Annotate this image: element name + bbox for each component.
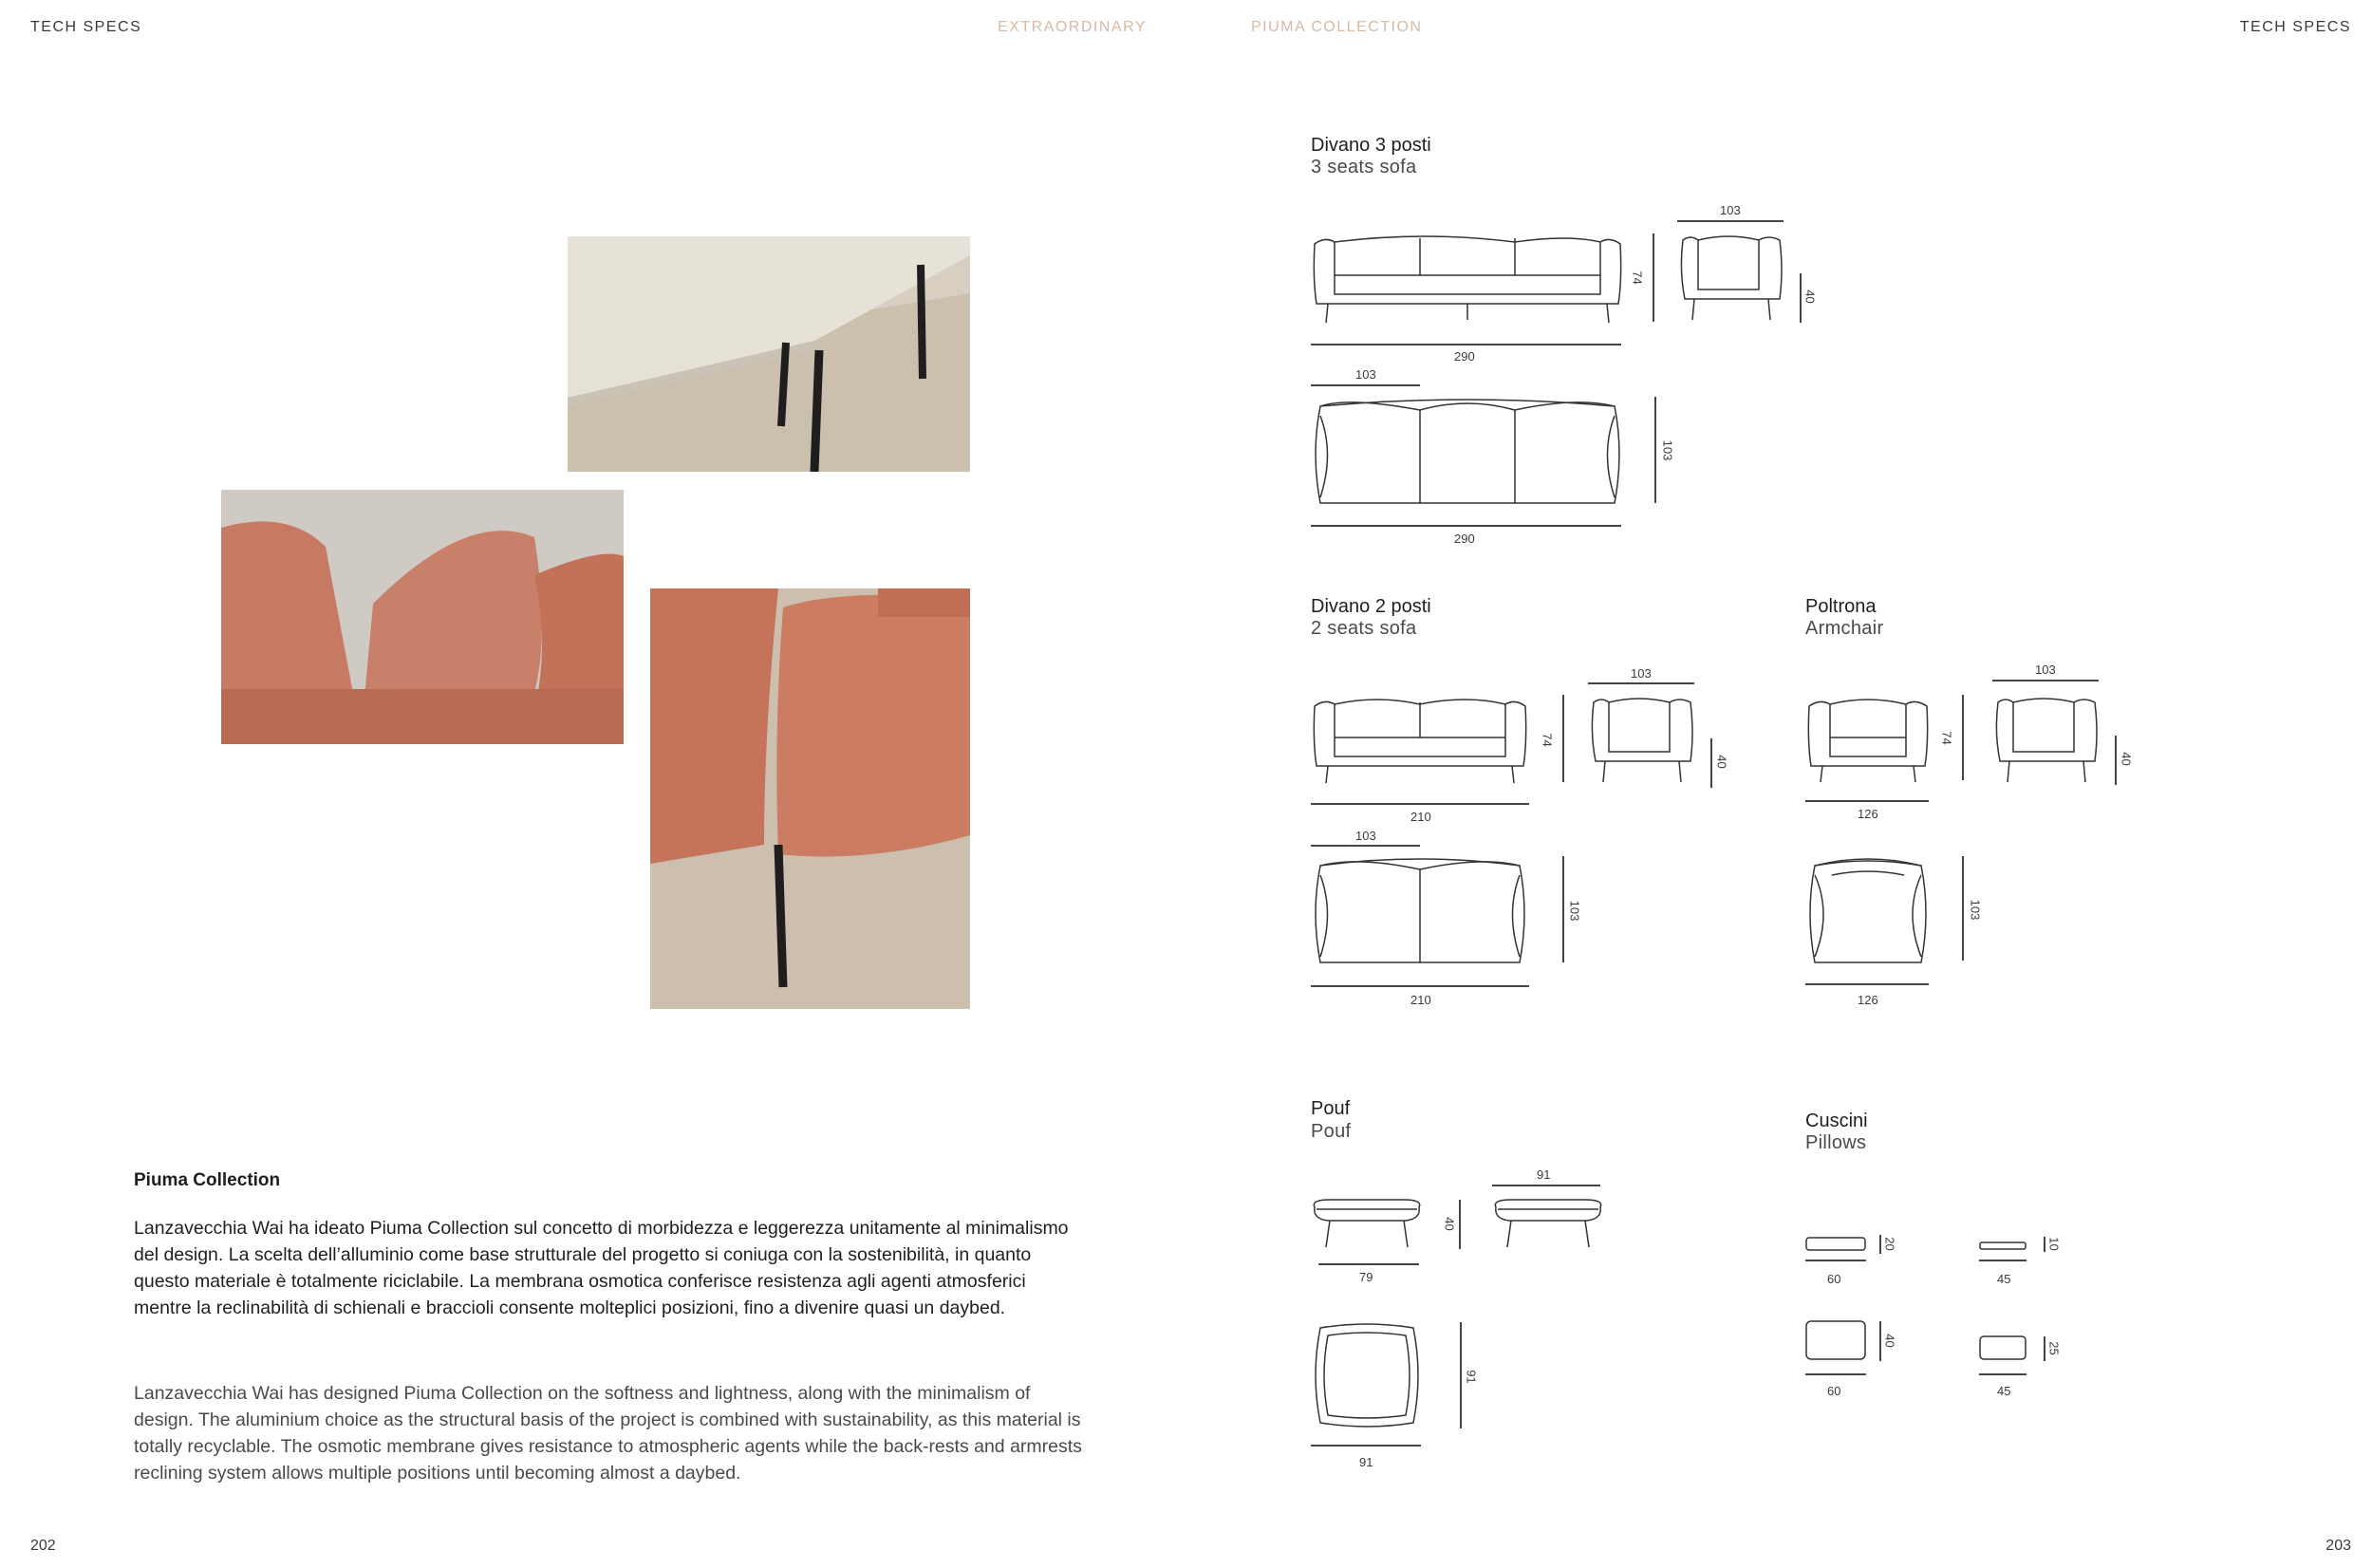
sofa3-front-width: 290 <box>1454 349 1475 364</box>
sofa2-title-en: 2 seats sofa <box>1311 618 1417 639</box>
pillow1-width: 60 <box>1827 1272 1841 1286</box>
sofa3-side-drawing <box>1677 233 1787 327</box>
sofa3-top-module: 103 <box>1355 367 1376 382</box>
sofa3-title-en: 3 seats sofa <box>1311 157 1417 177</box>
sofa2-front-width: 210 <box>1410 810 1431 824</box>
pillow3-height: 40 <box>1882 1334 1897 1348</box>
sofa3-top-depth: 103 <box>1660 439 1675 461</box>
pouf-front-width: 79 <box>1359 1270 1373 1284</box>
collection-title: Piuma Collection <box>134 1170 281 1190</box>
pouf-front-drawing <box>1311 1198 1423 1255</box>
sofa2-front-drawing <box>1311 695 1529 790</box>
table-photo <box>568 236 970 472</box>
pillow2-width: 45 <box>1997 1272 2011 1286</box>
sofa2-side-drawing <box>1588 695 1698 790</box>
pillows-title-en: Pillows <box>1805 1132 1867 1153</box>
armchair-title-en: Armchair <box>1805 618 1884 639</box>
description-italian: Lanzavecchia Wai ha ideato Piuma Collection sul concetto di morbidezza e leggerezza unitamente al minimalismo del design. La scelta dell’alluminio come base strutturale del progetto si coniuga con la sostenibilità, in quanto questo materiale è totalmente riciclabile. La membrana osmotica conferisce resistenza agli agenti atmosferici mentre la reclinabilità di schienali e braccioli consente molteplici posizioni, fino a divenire quasi un daybed. <box>134 1218 1069 1318</box>
sofa3-seat-height: 40 <box>1802 289 1818 304</box>
armchair-height: 74 <box>1939 731 1954 745</box>
armrest-photo <box>650 588 970 1009</box>
sofa3-front-drawing <box>1311 233 1624 327</box>
sofa3-top-width: 290 <box>1454 532 1475 546</box>
pillow4-height: 25 <box>2046 1341 2062 1355</box>
pillow4-width: 45 <box>1997 1384 2011 1398</box>
armchair-front-drawing <box>1805 695 1931 790</box>
sofa3-height: 74 <box>1630 271 1645 285</box>
pouf-title-it: Pouf <box>1311 1098 1351 1119</box>
page-number-right: 203 <box>2325 1538 2351 1554</box>
sofa2-side-depth: 103 <box>1631 666 1652 681</box>
sofa2-height: 74 <box>1540 733 1555 747</box>
sofa3-top-drawing <box>1311 397 1624 511</box>
pillow1-height: 20 <box>1882 1237 1897 1251</box>
cushions-photo <box>221 490 624 744</box>
pillow3-width: 60 <box>1827 1384 1841 1398</box>
header-collection: PIUMA COLLECTION <box>1251 19 1423 35</box>
pouf-height: 40 <box>1442 1217 1457 1231</box>
armchair-front-width: 126 <box>1858 807 1878 821</box>
sofa2-top-module: 103 <box>1355 829 1376 843</box>
sofa2-seat-height: 40 <box>1714 755 1729 769</box>
pillow-60x40-drawing <box>1805 1319 1868 1363</box>
pillow-45x10-drawing <box>1979 1241 2028 1252</box>
header-section: EXTRAORDINARY <box>998 19 1148 35</box>
armchair-top-drawing <box>1805 856 1931 970</box>
description-english: Lanzavecchia Wai has designed Piuma Collection on the softness and lightness, along with the minimalism of design. The aluminium choice as the structural basis of the project is combined with sustainability, as this material is totally recyclable. The osmotic membrane gives resistance to atmospheric agents while the back-rests and armrests reclining system allows multiple positions until becoming almost a daybed. <box>134 1383 1082 1484</box>
armchair-title-it: Poltrona <box>1805 596 1877 617</box>
armchair-side-depth: 103 <box>2035 663 2056 677</box>
header-left: TECH SPECS <box>30 19 142 35</box>
pillow2-height: 10 <box>2046 1237 2062 1251</box>
pouf-side-drawing <box>1492 1198 1604 1255</box>
armchair-top-depth: 103 <box>1968 899 1983 921</box>
sofa2-top-drawing <box>1311 856 1529 970</box>
pouf-side-depth: 91 <box>1537 1167 1551 1182</box>
pillows-title-it: Cuscini <box>1805 1111 1868 1131</box>
armchair-seat-height: 40 <box>2119 752 2134 766</box>
armchair-side-drawing <box>1992 695 2102 790</box>
pillow-60x20-drawing <box>1805 1236 1868 1253</box>
page-number-left: 202 <box>30 1538 56 1554</box>
pouf-top-width: 91 <box>1359 1455 1373 1469</box>
sofa3-title-it: Divano 3 posti <box>1311 135 1431 156</box>
sofa2-top-width: 210 <box>1410 993 1431 1007</box>
sofa3-side-depth: 103 <box>1720 203 1741 217</box>
armchair-top-width: 126 <box>1858 993 1878 1007</box>
pillow-45x25-drawing <box>1979 1335 2028 1363</box>
sofa2-top-depth: 103 <box>1567 900 1582 922</box>
pouf-top-depth: 91 <box>1464 1370 1479 1384</box>
pouf-title-en: Pouf <box>1311 1121 1352 1142</box>
header-right: TECH SPECS <box>2239 19 2351 35</box>
pouf-top-drawing <box>1311 1322 1423 1428</box>
sofa2-title-it: Divano 2 posti <box>1311 596 1431 617</box>
